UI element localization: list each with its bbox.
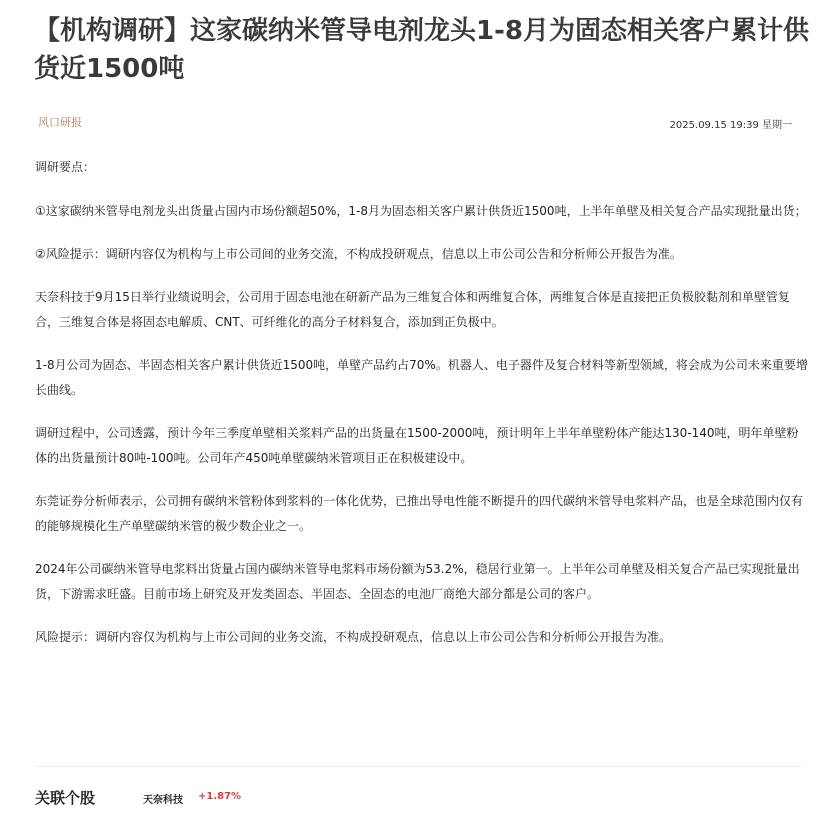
article-paragraph: 东莞证券分析师表示，公司拥有碳纳米管粉体到浆料的一体化优势，已推出导电性能不断提升的四代碳纳米管导电浆料产品，也是全球范围内仅有的能够规模化生产单壁碳纳米管的极少数企业之一。	[35, 494, 804, 533]
section-divider	[35, 766, 801, 767]
article-paragraph: 调研过程中，公司透露，预计今年三季度单壁相关浆料产品的出货量在1500-2000吨，预计明年上半年单壁粉体产能达130-140吨，明年单壁粉体的出货量预计80吨-100吨。公司年产450吨单壁碳纳米管项目正在积极建设中。	[35, 426, 799, 465]
related-stocks-heading: 关联个股	[35, 789, 96, 807]
article-paragraph: 风险提示：调研内容仅为机构与上市公司间的业务交流，不构成投研观点，信息以上市公司公告和分析师公开报告为准。	[35, 630, 672, 644]
article-paragraph: ②风险提示：调研内容仅为机构与上市公司间的业务交流，不构成投研观点，信息以上市公司公告和分析师公开报告为准。	[35, 247, 682, 261]
article-paragraph: 调研要点：	[35, 160, 96, 174]
article-paragraph: 天奈科技于9月15日举行业绩说明会，公司用于固态电池在研新产品为三维复合体和两维复合体，两维复合体是直接把正负极胶黏剂和单壁管复合，三维复合体是将固态电解质、CNT、可纤维化的高分子材料复合，添加到正负极中。	[35, 290, 790, 329]
article-paragraph: 2024年公司碳纳米管导电浆料出货量占国内碳纳米管导电浆料市场份额为53.2%，稳居行业第一。上半年公司单壁及相关复合产品已实现批量出货，下游需求旺盛。目前市场上研究及开发类固态、半固态、全固态的电池厂商绝大部分都是公司的客户。	[35, 562, 800, 601]
article-paragraph: ①这家碳纳米管导电剂龙头出货量占国内市场份额超50%，1-8月为固态相关客户累计供货近1500吨，上半年单壁及相关复合产品实现批量出货；	[35, 204, 807, 218]
related-stock-change: +1.87%	[198, 791, 242, 802]
article-title: 【机构调研】这家碳纳米管导电剂龙头1-8月为固态相关客户累计供货近1500吨	[34, 16, 809, 84]
article-body	[35, 155, 809, 668]
related-stock-name-link[interactable]: 天奈科技	[143, 795, 183, 806]
article-paragraph: 1-8月公司为固态、半固态相关客户累计供货近1500吨，单壁产品约占70%。机器人、电子器件及复合材料等新型领域，将会成为公司未来重要增长曲线。	[35, 358, 808, 397]
article-datetime: 2025.09.15 19:39 星期一	[669, 120, 792, 131]
article-source-link[interactable]: 风口研报	[38, 116, 82, 129]
